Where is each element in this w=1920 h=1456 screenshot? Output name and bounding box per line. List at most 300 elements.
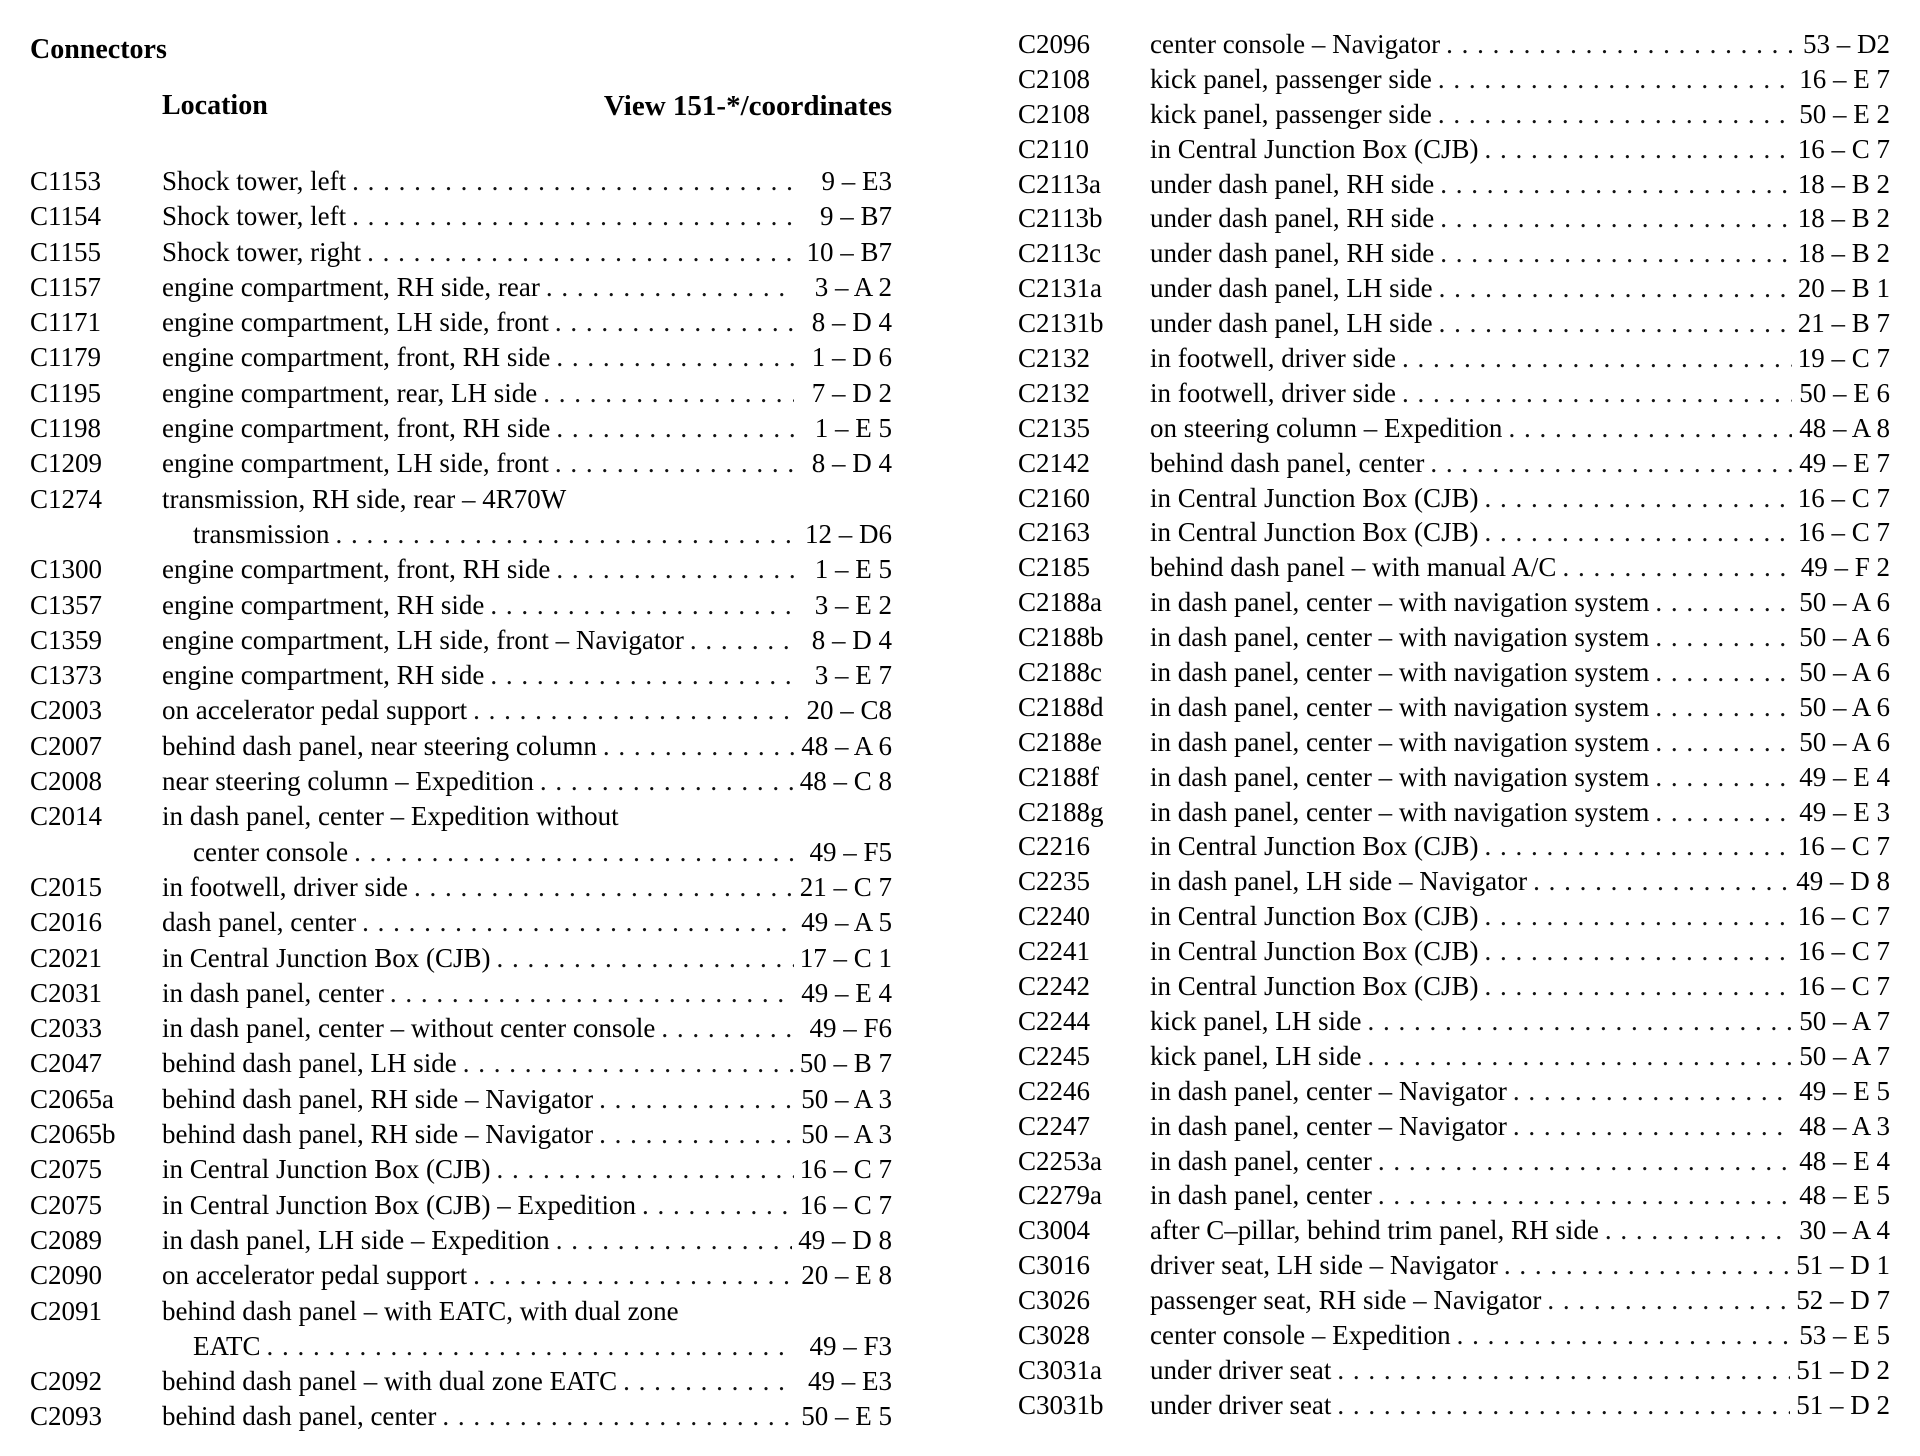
view-coordinate: 18 – B 2	[1797, 238, 1890, 269]
entry-description-row	[162, 1117, 892, 1152]
dot-leader	[1484, 829, 1791, 864]
entry-description-continuation	[193, 517, 892, 552]
connector-entry	[1018, 1283, 1890, 1318]
view-coordinate: 9 – E3	[821, 166, 892, 196]
entry-description-row	[1150, 1283, 1890, 1318]
connector-code: C2110	[1018, 133, 1090, 164]
connector-location: in dash panel, center – with navigation system	[1150, 657, 1650, 688]
dot-leader	[352, 164, 794, 199]
view-coordinate: 51 – D 2	[1796, 1389, 1890, 1420]
connector-code: C2242	[1018, 971, 1091, 1002]
dot-leader	[1484, 481, 1791, 516]
view-coordinate: 16 – C 7	[1797, 482, 1890, 513]
connector-entry	[30, 235, 892, 270]
dot-leader	[599, 1082, 794, 1117]
view-coordinate: 49 – E 3	[1799, 796, 1890, 827]
connector-location: under driver seat	[1150, 1354, 1332, 1385]
connector-location: engine compartment, front, RH side	[162, 342, 551, 373]
entry-description-row	[1150, 271, 1890, 306]
connector-location: center console – Expedition	[1150, 1319, 1451, 1350]
view-coordinate: 49 – E 7	[1799, 447, 1890, 478]
connector-code: C2113b	[1018, 203, 1103, 234]
entry-description-row	[162, 693, 892, 728]
dot-leader	[1440, 167, 1792, 202]
connector-location: on accelerator pedal support	[162, 695, 468, 726]
entry-description-row	[1150, 969, 1890, 1004]
connector-location-continued: transmission	[193, 518, 330, 549]
view-coordinate: 49 – E 4	[1799, 761, 1890, 792]
dot-leader	[1655, 690, 1792, 725]
connector-location: in Central Junction Box (CJB)	[1150, 517, 1479, 548]
connector-entry	[30, 658, 892, 693]
connector-location: behind dash panel, RH side – Navigator	[162, 1083, 594, 1114]
connector-location: in dash panel, center – without center console	[162, 1013, 656, 1044]
connector-location: under dash panel, RH side	[1150, 203, 1435, 234]
connector-location: kick panel, passenger side	[1150, 63, 1432, 94]
connector-code: C2113a	[1018, 168, 1101, 199]
view-coordinate: 18 – B 2	[1797, 168, 1890, 199]
connector-entry	[1018, 236, 1890, 271]
connector-code: C2185	[1018, 552, 1091, 583]
view-coordinate: 8 – D 4	[811, 624, 892, 655]
connector-location: behind dash panel, center	[162, 1401, 437, 1432]
connector-entry	[1018, 1144, 1890, 1179]
entry-description-row	[162, 376, 892, 411]
connector-code: C2163	[1018, 517, 1091, 548]
connector-entry	[1018, 201, 1890, 236]
dot-leader	[556, 340, 794, 375]
connector-entry	[30, 552, 892, 587]
entry-description-row	[1150, 1178, 1890, 1213]
entry-description-row	[162, 941, 892, 976]
dot-leader	[1440, 201, 1792, 236]
dot-leader	[442, 1399, 794, 1434]
dot-leader	[1484, 515, 1791, 550]
view-coordinate: 50 – E 6	[1799, 377, 1890, 408]
connector-entry	[1018, 1109, 1890, 1144]
connector-code: C2047	[30, 1048, 103, 1079]
entry-description-row	[1150, 167, 1890, 202]
dot-leader	[661, 1011, 794, 1046]
dot-leader	[1655, 760, 1792, 795]
entry-description-row	[162, 764, 892, 799]
dot-leader	[1438, 97, 1792, 132]
view-coordinate: 3 – A 2	[814, 271, 892, 302]
connector-code: C2021	[30, 942, 103, 973]
view-coordinate: 8 – D 4	[811, 448, 892, 479]
connector-entry	[30, 1152, 892, 1187]
entry-description-row	[1150, 1144, 1890, 1179]
entry-description-row	[1150, 1248, 1890, 1283]
connector-code: C2131b	[1018, 308, 1104, 339]
entry-description-row	[162, 1399, 892, 1434]
connector-location-continued: EATC	[193, 1330, 261, 1361]
dot-leader	[1513, 1074, 1792, 1109]
connector-code: C3026	[1018, 1285, 1091, 1316]
connector-code: C1157	[30, 271, 102, 302]
connector-location: kick panel, LH side	[1150, 1005, 1362, 1036]
entry-description-row	[1150, 1318, 1890, 1353]
connector-location: under dash panel, RH side	[1150, 238, 1435, 269]
dot-leader	[1655, 795, 1792, 830]
dot-leader	[1438, 62, 1792, 97]
dot-leader	[1484, 132, 1791, 167]
connector-entry	[30, 482, 892, 553]
connector-entry	[1018, 1039, 1890, 1074]
view-coordinate: 51 – D 1	[1796, 1250, 1890, 1281]
connector-code: C1154	[30, 201, 102, 232]
connector-location: behind dash panel, center	[1150, 447, 1425, 478]
entry-description-row	[1150, 1109, 1890, 1144]
connector-location: engine compartment, front, RH side	[162, 554, 551, 585]
connector-code: C2108	[1018, 98, 1091, 129]
view-coordinate: 20 – E 8	[801, 1260, 892, 1291]
connector-code: C1373	[30, 660, 103, 691]
dot-leader	[555, 305, 794, 340]
connector-location: in footwell, driver side	[1150, 343, 1396, 374]
dot-leader	[546, 270, 794, 305]
connector-location: center console – Navigator	[1150, 29, 1441, 59]
view-coordinate: 19 – C 7	[1797, 343, 1890, 374]
dot-leader	[463, 1046, 794, 1081]
connector-code: C2132	[1018, 377, 1091, 408]
connector-location: engine compartment, LH side, front	[162, 307, 549, 338]
connector-entry	[1018, 376, 1890, 411]
connector-location: in dash panel, center – Navigator	[1150, 1110, 1507, 1141]
connector-code: C2244	[1018, 1005, 1091, 1036]
entry-description-row	[1150, 1388, 1890, 1423]
entry-description-row	[162, 658, 892, 693]
view-coordinate: 50 – B 7	[799, 1048, 892, 1079]
view-coordinate: 20 – B 1	[1797, 273, 1890, 304]
connector-code: C2113c	[1018, 238, 1101, 269]
connector-entry	[1018, 341, 1890, 376]
entry-description-row	[162, 199, 892, 234]
dot-leader	[352, 199, 794, 234]
entry-description-row	[162, 235, 892, 270]
connector-location: in footwell, driver side	[162, 871, 408, 902]
dot-leader	[496, 1152, 793, 1187]
entry-description-row	[162, 482, 892, 517]
dot-leader	[556, 552, 794, 587]
connector-location: in dash panel, LH side – Navigator	[1150, 866, 1528, 897]
dot-leader	[1484, 934, 1791, 969]
entry-description-row	[1150, 655, 1890, 690]
view-coordinate: 49 – F6	[809, 1013, 892, 1044]
dot-leader	[1402, 376, 1792, 411]
connector-entry	[1018, 306, 1890, 341]
view-coordinate: 49 – E 4	[801, 977, 892, 1008]
entry-description-row	[162, 976, 892, 1011]
connector-code: C2188d	[1018, 691, 1104, 722]
connector-entry	[30, 305, 892, 340]
view-coordinate: 21 – C 7	[799, 871, 892, 902]
connector-entry	[30, 588, 892, 623]
connector-entry	[30, 1082, 892, 1117]
entry-description-row	[162, 1188, 892, 1223]
connector-code: C2108	[1018, 63, 1091, 94]
connector-code: C2089	[30, 1224, 103, 1255]
view-coordinate: 49 – D 8	[798, 1224, 892, 1255]
view-coordinate: 52 – D 7	[1796, 1285, 1890, 1316]
dot-leader	[1457, 1318, 1792, 1353]
connector-entry	[1018, 271, 1890, 306]
dot-leader	[490, 588, 794, 623]
connector-entry	[1018, 690, 1890, 725]
entry-description-row	[1150, 1004, 1890, 1039]
connector-location: on accelerator pedal support	[162, 1260, 468, 1291]
connector-code: C2188f	[1018, 761, 1099, 792]
entry-description-row	[1150, 864, 1890, 899]
dot-leader	[1402, 341, 1792, 376]
entry-description-row	[1150, 97, 1890, 132]
connector-code: C2160	[1018, 482, 1091, 513]
connector-code: C2240	[1018, 901, 1091, 932]
connector-location: in dash panel, center	[1150, 1180, 1372, 1211]
entry-description-row	[1150, 446, 1890, 481]
entry-description-row	[1150, 550, 1890, 585]
connector-code: C2016	[30, 907, 103, 938]
connector-code: C1359	[30, 624, 103, 655]
entry-description-row	[162, 270, 892, 305]
connector-code: C1155	[30, 236, 102, 267]
connector-code: C2241	[1018, 936, 1091, 967]
dot-leader	[603, 729, 794, 764]
connector-location: in Central Junction Box (CJB)	[1150, 831, 1479, 862]
entry-description-row	[1150, 306, 1890, 341]
dot-leader	[543, 376, 794, 411]
view-coordinate: 51 – D 2	[1796, 1354, 1890, 1385]
connector-code: C2003	[30, 695, 103, 726]
dot-leader	[1446, 27, 1792, 62]
connector-entry	[30, 270, 892, 305]
connector-code: C2188c	[1018, 657, 1102, 688]
entry-description-row	[162, 552, 892, 587]
connector-code: C2188e	[1018, 726, 1102, 757]
connector-location: in Central Junction Box (CJB)	[1150, 482, 1479, 513]
dot-leader	[267, 1329, 795, 1364]
entry-description-row	[1150, 1074, 1890, 1109]
connector-code: C3031b	[1018, 1389, 1104, 1420]
connector-code: C1198	[30, 413, 102, 444]
entry-description-row	[1150, 690, 1890, 725]
dot-leader	[336, 517, 794, 552]
dot-leader	[599, 1117, 794, 1152]
connector-entry	[1018, 97, 1890, 132]
view-coordinate: 30 – A 4	[1799, 1215, 1890, 1246]
connector-entry	[1018, 1178, 1890, 1213]
connector-entry	[30, 729, 892, 764]
connector-location: in Central Junction Box (CJB)	[1150, 936, 1479, 967]
dot-leader	[1440, 236, 1792, 271]
entry-description-row	[162, 905, 892, 940]
connector-code: C2142	[1018, 447, 1091, 478]
connector-entry	[1018, 864, 1890, 899]
connector-entry	[30, 693, 892, 728]
view-coordinate: 49 – D 8	[1796, 866, 1890, 897]
entry-description-row	[1150, 725, 1890, 760]
view-coordinate: 50 – E 2	[1799, 98, 1890, 129]
view-coordinate: 49 – F 2	[1800, 552, 1890, 583]
view-coordinate: 48 – E 5	[1799, 1180, 1890, 1211]
entry-description-row	[1150, 934, 1890, 969]
entry-description-row	[162, 446, 892, 481]
dot-leader	[1562, 550, 1792, 585]
view-coordinate: 50 – A 6	[1799, 622, 1890, 653]
connector-code: C1357	[30, 589, 103, 620]
entry-description-row	[162, 1223, 892, 1258]
dot-leader	[1430, 446, 1792, 481]
connector-code: C1171	[30, 307, 102, 338]
dot-leader	[490, 658, 794, 693]
entry-description-row	[162, 164, 892, 199]
entry-description-continuation	[193, 1329, 892, 1364]
connector-location: passenger seat, RH side – Navigator	[1150, 1285, 1542, 1316]
connector-location: driver seat, LH side – Navigator	[1150, 1250, 1498, 1281]
connector-location: under dash panel, LH side	[1150, 273, 1433, 304]
view-coordinate: 1 – E 5	[814, 413, 892, 444]
entry-description-row	[162, 623, 892, 658]
entry-description-row	[162, 1152, 892, 1187]
right-entry-list	[1018, 27, 1890, 1423]
view-coordinate: 50 – A 3	[801, 1083, 892, 1114]
view-coordinate: 8 – D 4	[811, 307, 892, 338]
dot-leader	[1484, 969, 1791, 1004]
connector-code: C2008	[30, 766, 103, 797]
entry-description-row	[1150, 376, 1890, 411]
entry-description-row	[1150, 760, 1890, 795]
connector-location-continued: center console	[193, 836, 349, 867]
dot-leader	[1655, 655, 1792, 690]
connector-entry	[30, 1011, 892, 1046]
dot-leader	[496, 941, 793, 976]
dot-leader	[1533, 864, 1790, 899]
dot-leader	[390, 976, 794, 1011]
dot-leader	[642, 1188, 794, 1223]
connector-entry	[1018, 1318, 1890, 1353]
connector-location: kick panel, passenger side	[1150, 98, 1432, 129]
dot-leader	[1504, 1248, 1790, 1283]
dot-leader	[556, 1223, 793, 1258]
connector-entry	[1018, 655, 1890, 690]
connector-code: C2065b	[30, 1119, 116, 1150]
dot-leader	[555, 446, 794, 481]
entry-description-row	[1150, 27, 1890, 62]
dot-leader	[362, 905, 794, 940]
connector-entry	[1018, 446, 1890, 481]
connector-location: in dash panel, center	[1150, 1145, 1372, 1176]
connector-code: C1195	[30, 377, 102, 408]
connector-code: C2031	[30, 977, 103, 1008]
connector-code: C3031a	[1018, 1354, 1102, 1385]
dot-leader	[1378, 1144, 1792, 1179]
view-coordinate: 12 – D6	[805, 518, 892, 549]
connector-entry	[1018, 1353, 1890, 1388]
dot-leader	[367, 235, 794, 270]
connector-entry	[30, 1399, 892, 1434]
connector-entry	[30, 1294, 892, 1365]
connector-entry	[30, 1223, 892, 1258]
dot-leader	[1513, 1109, 1792, 1144]
connector-entry	[30, 199, 892, 234]
connector-location: in Central Junction Box (CJB)	[1150, 133, 1479, 164]
connector-entry	[30, 164, 892, 199]
connector-code: C1300	[30, 554, 103, 585]
view-coordinates-heading: View 151-*/coordinates	[603, 90, 892, 122]
connector-entry	[30, 870, 892, 905]
connector-entry	[1018, 760, 1890, 795]
connector-location: engine compartment, RH side	[162, 589, 485, 620]
dot-leader	[1439, 271, 1792, 306]
connector-entry	[1018, 1004, 1890, 1039]
connector-code: C3028	[1018, 1319, 1091, 1350]
view-coordinate: 49 – A 5	[801, 907, 892, 938]
view-coordinate: 18 – B 2	[1797, 203, 1890, 234]
connector-code: C2090	[30, 1260, 103, 1291]
dot-leader	[1378, 1178, 1792, 1213]
connector-location: on steering column – Expedition	[1150, 412, 1503, 443]
view-coordinate: 49 – F3	[809, 1330, 892, 1361]
dot-leader	[690, 623, 794, 658]
connector-location: in dash panel, center – with navigation system	[1150, 726, 1650, 757]
connector-location: in dash panel, center – with navigation system	[1150, 761, 1650, 792]
view-coordinate: 49 – F5	[809, 836, 892, 867]
connector-location: engine compartment, RH side, rear	[162, 271, 540, 302]
connector-location: in dash panel, center – with navigation system	[1150, 587, 1650, 618]
connector-entry	[1018, 132, 1890, 167]
connector-location: in Central Junction Box (CJB)	[162, 1154, 491, 1185]
connector-location: behind dash panel – with EATC, with dual zone	[162, 1295, 679, 1326]
entry-description-row	[1150, 1039, 1890, 1074]
connector-location: behind dash panel – with dual zone EATC	[162, 1366, 618, 1397]
entry-description-row	[1150, 62, 1890, 97]
connector-entry	[30, 1117, 892, 1152]
connector-code: C1209	[30, 448, 103, 479]
connector-entry	[30, 976, 892, 1011]
view-coordinate: 21 – B 7	[1797, 308, 1890, 339]
connector-entry	[1018, 167, 1890, 202]
dot-leader	[1655, 725, 1792, 760]
connector-entry	[1018, 934, 1890, 969]
entry-description-row	[1150, 585, 1890, 620]
entry-description-row	[162, 340, 892, 375]
view-coordinate: 10 – B7	[806, 236, 892, 267]
connector-code: C3004	[1018, 1215, 1091, 1246]
entry-description-row	[1150, 236, 1890, 271]
dot-leader	[540, 764, 794, 799]
view-coordinate: 16 – C 7	[799, 1189, 892, 1220]
connector-entry	[1018, 1213, 1890, 1248]
connector-location: in Central Junction Box (CJB)	[1150, 971, 1479, 1002]
dot-leader	[1337, 1353, 1790, 1388]
connector-location: in Central Junction Box (CJB)	[1150, 901, 1479, 932]
connector-entry	[1018, 515, 1890, 550]
view-coordinate: 48 – A 8	[1799, 412, 1890, 443]
connector-location: after C–pillar, behind trim panel, RH side	[1150, 1215, 1599, 1246]
connector-code: C2246	[1018, 1075, 1091, 1106]
connector-code: C2245	[1018, 1040, 1091, 1071]
connector-location: under dash panel, RH side	[1150, 168, 1435, 199]
connector-location: in dash panel, center – with navigation system	[1150, 691, 1650, 722]
view-coordinate: 9 – B7	[819, 201, 892, 232]
connector-location: in dash panel, center	[162, 977, 384, 1008]
view-coordinate: 48 – C 8	[799, 766, 892, 797]
view-coordinate: 16 – C 7	[799, 1154, 892, 1185]
dot-leader	[1655, 585, 1792, 620]
connector-location: engine compartment, front, RH side	[162, 413, 551, 444]
connector-location: engine compartment, LH side, front	[162, 448, 549, 479]
entry-description-row	[1150, 515, 1890, 550]
